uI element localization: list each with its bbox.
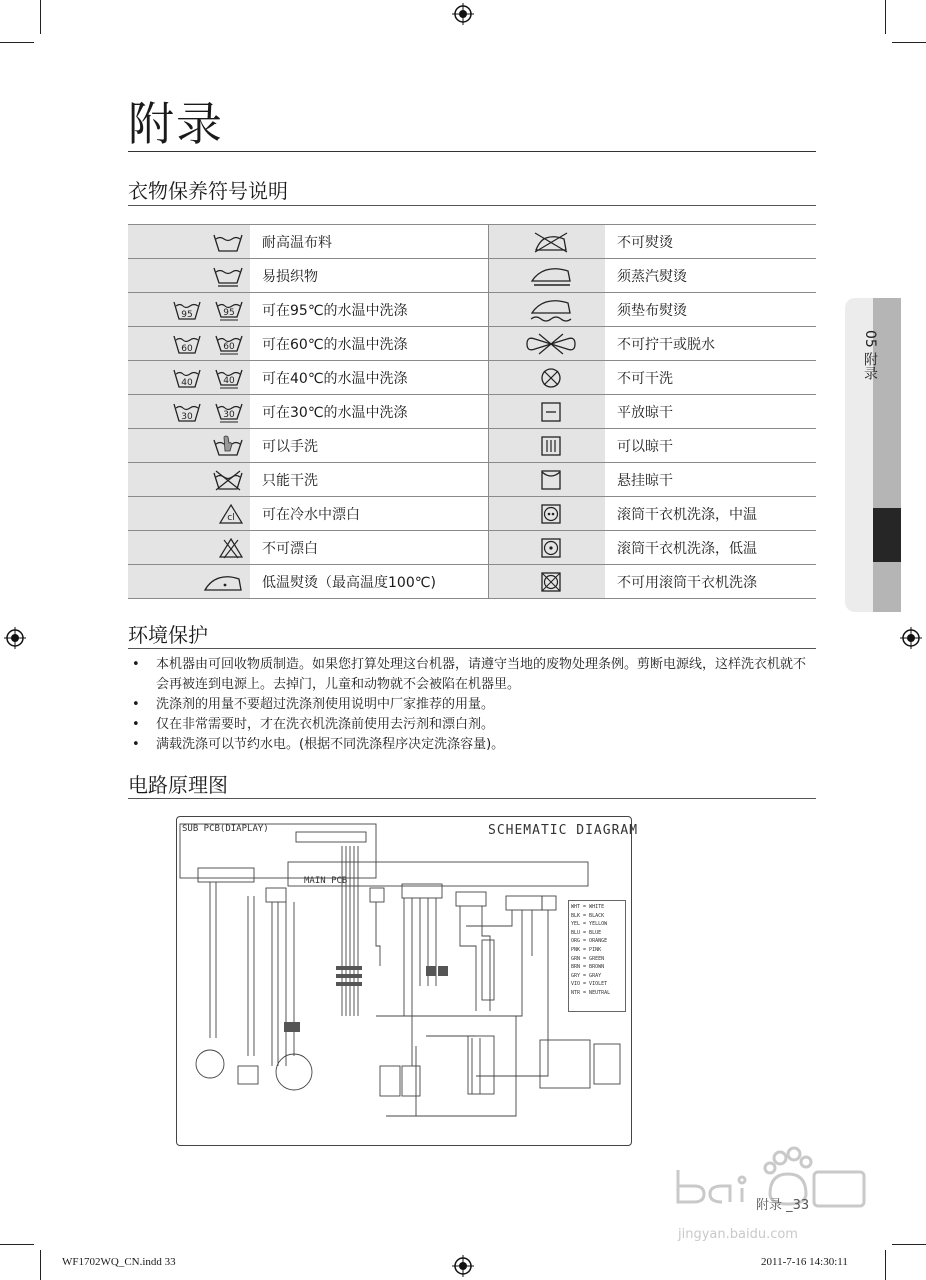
svg-text:jingyan.baidu.com: jingyan.baidu.com — [678, 1227, 798, 1242]
washtub-icon — [212, 230, 244, 254]
symbol-cell — [489, 497, 606, 531]
svg-text:60: 60 — [180, 343, 193, 354]
iron-low-icon — [202, 570, 244, 594]
washtub-30-icon — [172, 400, 202, 424]
table-row — [128, 429, 816, 463]
registration-mark-icon — [4, 627, 26, 649]
symbol-cell — [128, 531, 250, 565]
table-row — [128, 531, 816, 565]
symbol-cell — [489, 395, 606, 429]
table-row — [128, 565, 816, 599]
washtub-95-icon — [172, 298, 202, 322]
table-row — [128, 361, 816, 395]
schematic-title: SCHEMATIC DIAGRAM — [488, 823, 639, 838]
iron-steam-icon — [528, 264, 574, 288]
symbol-label: 低温熨烫（最高温度100℃) — [250, 565, 489, 599]
table-row — [128, 225, 816, 259]
list-item: • 洗涤剂的用量不要超过洗涤剂使用说明中厂家推荐的用量。 — [128, 695, 816, 715]
legend-item: BLK = BLACK — [571, 912, 605, 919]
washtub-95-gentle-icon — [214, 298, 244, 322]
legend-item: WHT = WHITE — [571, 904, 605, 910]
legend-item: BLU = BLUE — [571, 929, 602, 936]
symbol-cell — [128, 429, 250, 463]
svg-text:40: 40 — [180, 377, 193, 388]
color-legend — [568, 900, 626, 1012]
symbol-cell — [489, 429, 606, 463]
svg-text:95: 95 — [223, 307, 235, 318]
symbol-label: 须蒸汽熨烫 — [605, 259, 816, 293]
line-dry-icon — [539, 434, 563, 458]
legend-item: ORG = ORANGE — [571, 938, 608, 945]
symbol-label: 不可干洗 — [605, 361, 816, 395]
crop-mark — [40, 0, 41, 34]
legend-item: PNK = PINK — [571, 946, 602, 953]
list-item: • 仅在非常需要时，才在洗衣机洗涤前使用去污剂和漂白剂。 — [128, 715, 816, 735]
symbol-label: 可在60℃的水温中洗涤 — [250, 327, 489, 361]
schematic-wiring — [176, 816, 630, 1144]
care-heading: 衣物保养符号说明 — [128, 179, 288, 203]
title-rule — [128, 151, 816, 152]
section-rule — [128, 798, 816, 799]
legend-item: GRY = GRAY — [571, 972, 602, 979]
legend-item: YEL = YELLOW — [571, 921, 608, 928]
symbol-cell — [489, 225, 606, 259]
side-tab-marker — [873, 508, 901, 562]
legend-item: NTR = NEUTRAL — [571, 989, 611, 996]
symbol-label: 滚筒干衣机洗涤，中温 — [605, 497, 816, 531]
washtub-30-gentle-icon — [214, 400, 244, 424]
symbol-label: 不可用滚筒干衣机洗涤 — [605, 565, 816, 599]
list-item: • 满载洗涤可以节约水电。(根据不同洗涤程序决定洗涤容量)。 — [128, 735, 816, 755]
symbol-cell — [489, 259, 606, 293]
washtub-60-icon — [172, 332, 202, 356]
section-rule — [128, 205, 816, 206]
symbol-label: 悬挂晾干 — [605, 463, 816, 497]
washtub-60-gentle-icon — [214, 332, 244, 356]
no-wring-icon — [523, 332, 579, 356]
symbol-label: 平放晾干 — [605, 395, 816, 429]
symbol-cell — [489, 361, 606, 395]
symbol-label: 可在40℃的水温中洗涤 — [250, 361, 489, 395]
crop-mark — [0, 42, 34, 43]
env-heading: 环境保护 — [128, 623, 208, 647]
symbol-label: 只能干洗 — [250, 463, 489, 497]
table-row — [128, 497, 816, 531]
symbol-cell — [489, 463, 606, 497]
symbol-cell — [128, 497, 250, 531]
symbol-cell — [489, 327, 606, 361]
list-item: • 本机器由可回收物质制造。如果您打算处理这台机器，请遵守当地的废物处理条例。剪断电源线，这样洗衣机就不会再被连到电源上。去掉门，儿童和动物就不会被陷在机器里。 — [128, 655, 816, 695]
symbol-cell — [128, 565, 250, 599]
svg-text:40: 40 — [223, 375, 235, 386]
crop-mark — [885, 1250, 886, 1280]
hang-dry-icon — [539, 468, 563, 492]
legend-item: GRN = GREEN — [571, 955, 605, 962]
dry-flat-icon — [539, 400, 563, 424]
no-bleach-icon — [218, 536, 244, 560]
symbol-label: 须垫布熨烫 — [605, 293, 816, 327]
circuit-heading: 电路原理图 — [128, 773, 228, 797]
tumble-low-icon — [539, 536, 563, 560]
symbol-cell — [128, 259, 250, 293]
page-title: 附录 — [128, 97, 224, 151]
symbol-label: 可以晾干 — [605, 429, 816, 463]
page-number: 附录 _33 — [756, 1198, 810, 1213]
crop-mark — [0, 1244, 34, 1245]
no-tumble-icon — [539, 570, 563, 594]
symbol-cell — [128, 395, 250, 429]
symbol-cell — [128, 225, 250, 259]
svg-text:cl: cl — [227, 512, 235, 523]
symbol-cell — [128, 361, 250, 395]
symbol-cell — [489, 565, 606, 599]
no-wash-icon — [212, 468, 244, 492]
symbol-label: 耐高温布料 — [250, 225, 489, 259]
svg-text:60: 60 — [223, 341, 235, 352]
svg-text:30: 30 — [180, 411, 193, 422]
symbol-label: 滚筒干衣机洗涤，低温 — [605, 531, 816, 565]
symbol-label: 不可熨烫 — [605, 225, 816, 259]
crop-mark — [892, 1244, 926, 1245]
tumble-medium-icon — [539, 502, 563, 526]
section-rule — [128, 648, 816, 649]
side-tab-bar — [873, 562, 901, 612]
table-row — [128, 327, 816, 361]
symbol-label: 可在30℃的水温中洗涤 — [250, 395, 489, 429]
hand-wash-icon — [212, 434, 244, 458]
no-dryclean-icon — [539, 366, 563, 390]
table-row — [128, 293, 816, 327]
registration-mark-icon — [452, 3, 474, 25]
side-tab-label: 05 附录 — [862, 330, 878, 381]
symbol-label: 可以手洗 — [250, 429, 489, 463]
crop-mark — [892, 42, 926, 43]
symbol-cell — [489, 531, 606, 565]
footer-timestamp: 2011-7-16 14:30:11 — [761, 1256, 848, 1268]
washtub-delicate-icon — [212, 264, 244, 288]
symbol-cell — [128, 293, 250, 327]
symbol-cell — [128, 327, 250, 361]
legend-item: VIO = VIOLET — [571, 981, 608, 988]
sub-pcb-label: SUB PCB(DIAPLAY) — [182, 824, 269, 834]
no-iron-icon — [532, 230, 570, 254]
legend-item: BRN = BROWN — [571, 964, 605, 971]
svg-text:30: 30 — [223, 409, 235, 420]
washtub-40-icon — [172, 366, 202, 390]
symbol-label: 不可拧干或脱水 — [605, 327, 816, 361]
env-list — [128, 655, 816, 755]
symbol-cell — [128, 463, 250, 497]
care-symbol-table — [128, 224, 816, 599]
iron-cloth-icon — [528, 298, 574, 322]
symbol-label: 不可漂白 — [250, 531, 489, 565]
washtub-40-gentle-icon — [214, 366, 244, 390]
main-pcb-label: MAIN PCB — [304, 876, 348, 886]
symbol-cell — [489, 293, 606, 327]
bleach-cl-icon — [218, 502, 244, 526]
footer-filename: WF1702WQ_CN.indd 33 — [62, 1256, 176, 1268]
table-row — [128, 259, 816, 293]
registration-mark-icon — [900, 627, 922, 649]
table-row — [128, 463, 816, 497]
registration-mark-icon — [452, 1255, 474, 1277]
symbol-label: 易损织物 — [250, 259, 489, 293]
symbol-label: 可在95℃的水温中洗涤 — [250, 293, 489, 327]
svg-text:95: 95 — [180, 309, 193, 320]
crop-mark — [885, 0, 886, 34]
table-row — [128, 395, 816, 429]
crop-mark — [40, 1250, 41, 1280]
symbol-label: 可在冷水中漂白 — [250, 497, 489, 531]
